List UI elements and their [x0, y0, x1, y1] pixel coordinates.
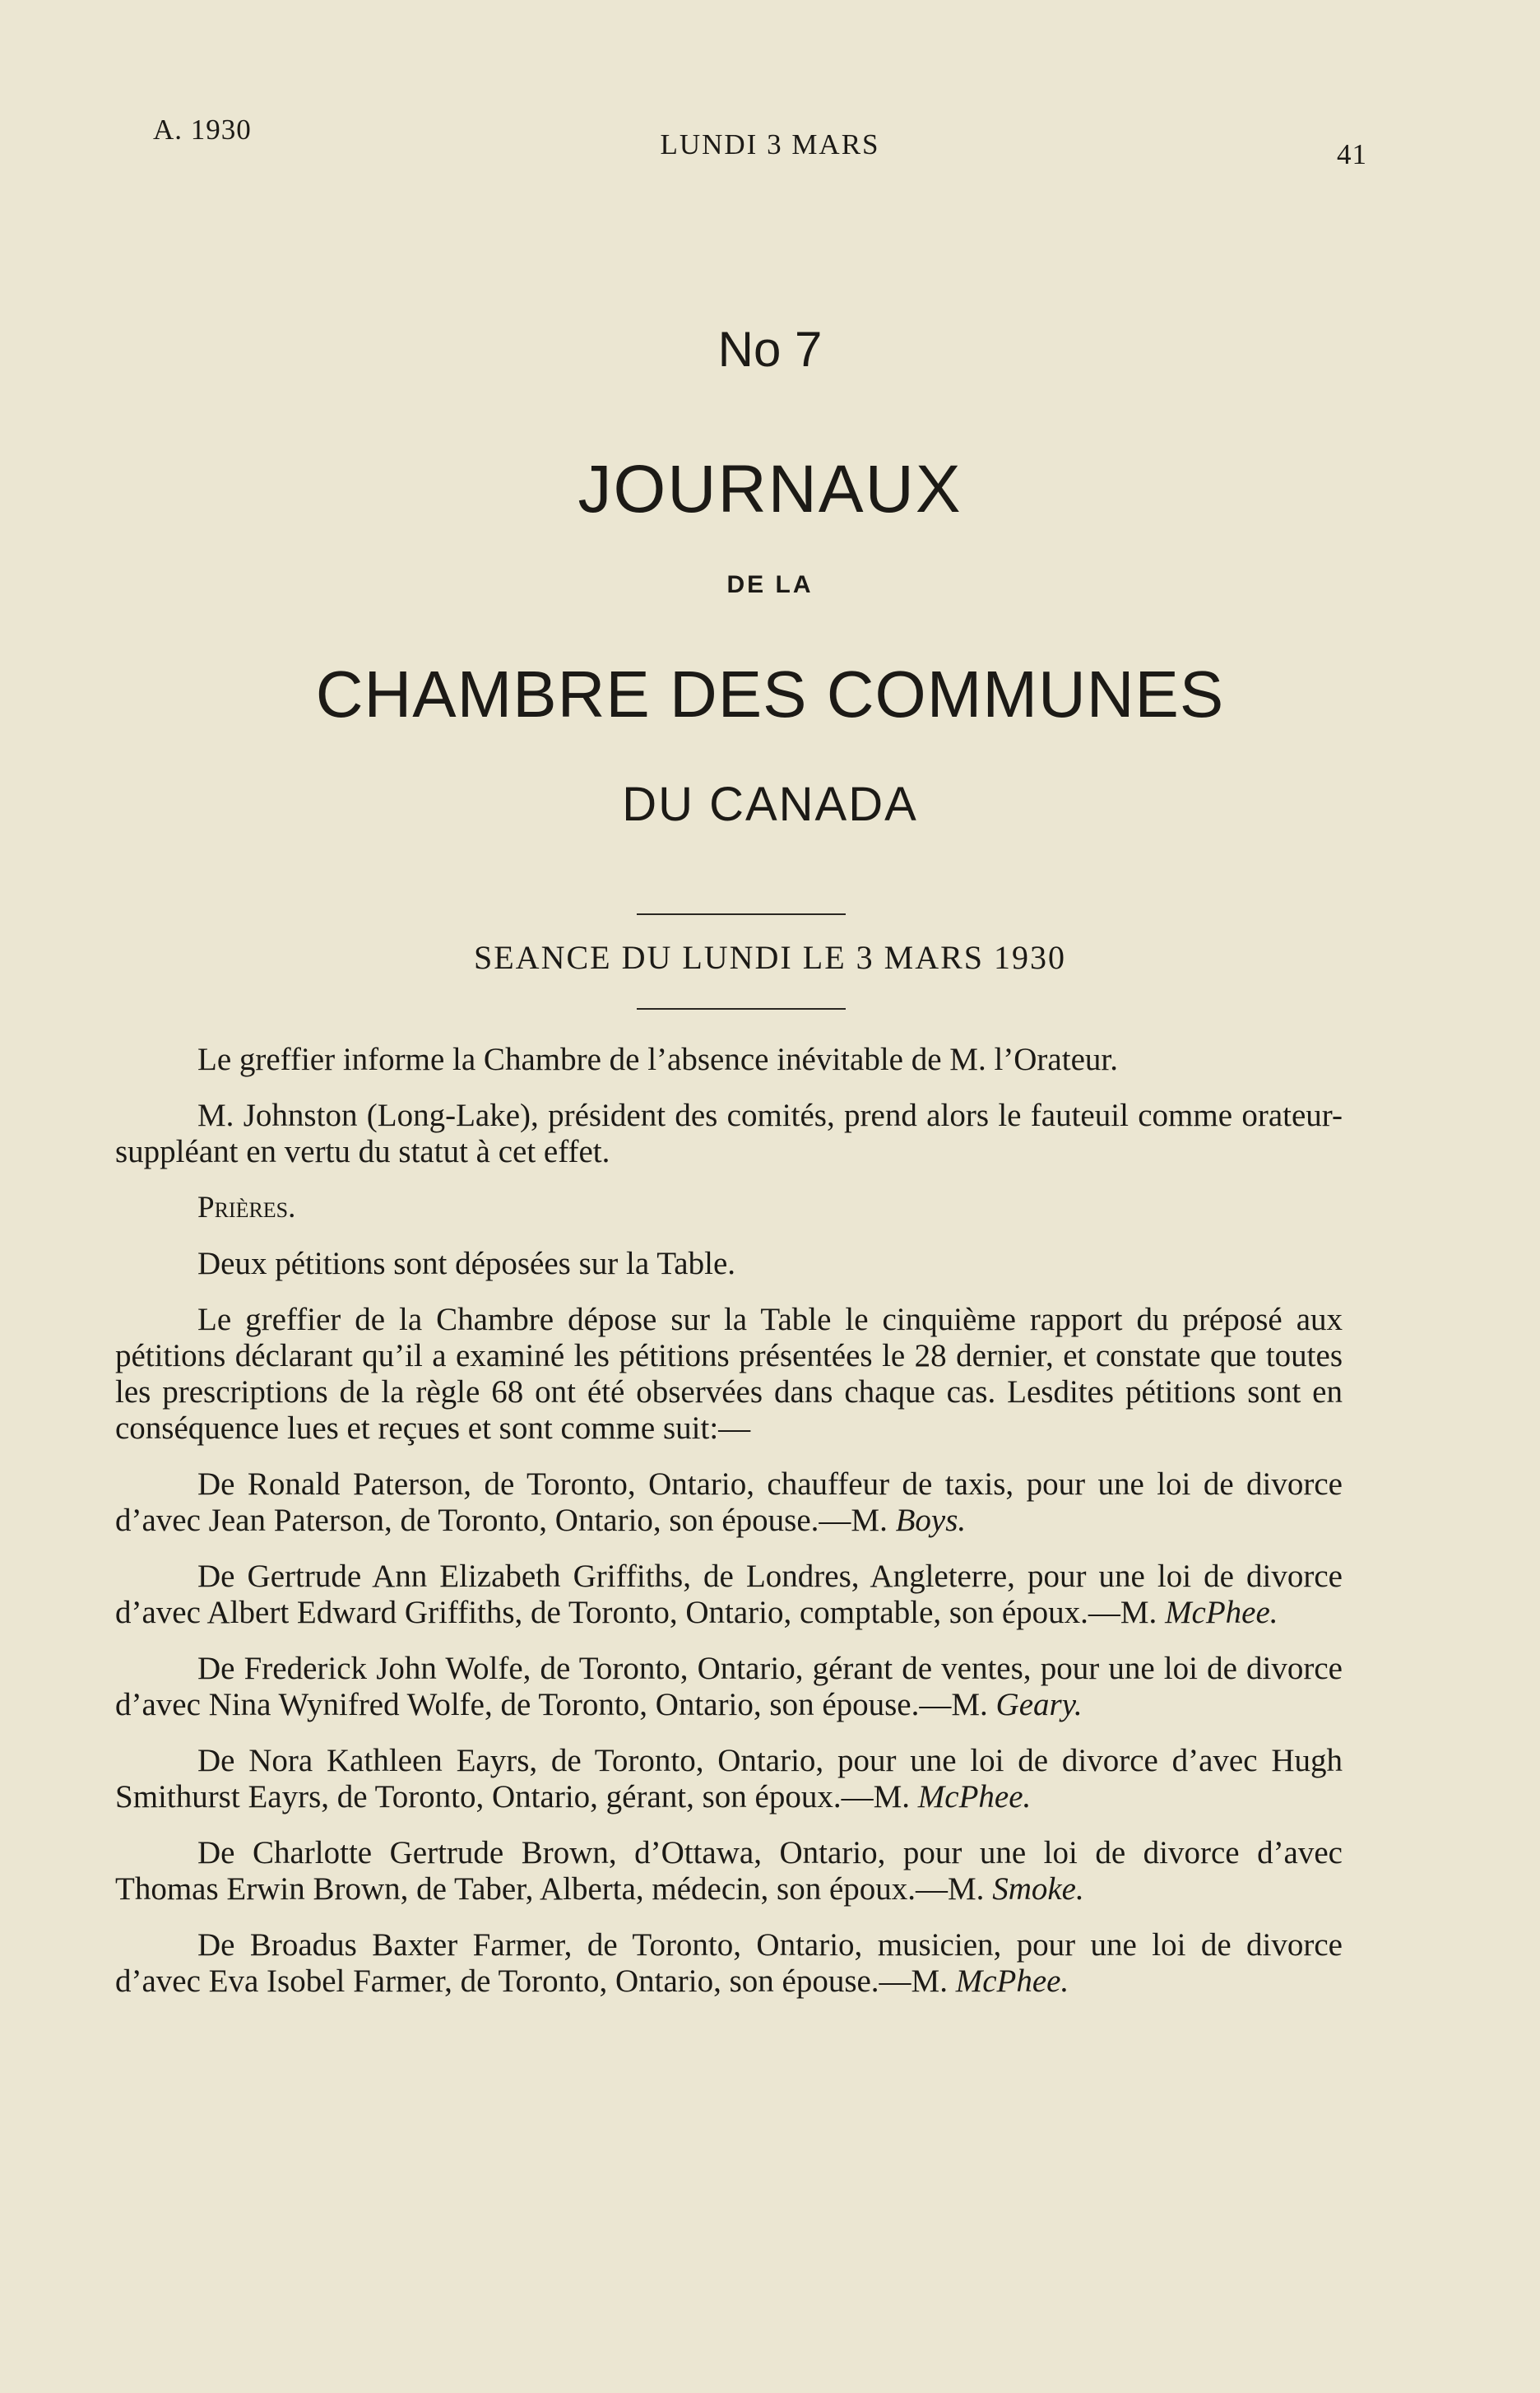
petition-member: McPhee.: [917, 1779, 1032, 1814]
petition-item: [115, 1559, 1343, 1631]
petition-text: De Broadus Baxter Farmer, de Toronto, Ontario, musicien, pour une loi de divorce d’avec Eva Isobel Farmer, de Toronto, Ontario, son épouse.—M.: [115, 1927, 1343, 1999]
paragraph-absence: Le greffier informe la Chambre de l’absence inévitable de M. l’Orateur.: [197, 1042, 1118, 1077]
petition-item: [115, 1743, 1343, 1815]
petition-member: Geary.: [995, 1687, 1083, 1722]
divider-top: [637, 913, 846, 915]
issue-number: No 7: [717, 322, 823, 377]
journal-body: [115, 1042, 1343, 2019]
header-year: A. 1930: [153, 114, 252, 146]
paragraph-prieres: Prières.: [197, 1191, 296, 1224]
petition-member: Boys.: [895, 1503, 967, 1538]
header-date: LUNDI 3 MARS: [660, 128, 880, 160]
petition-item: [115, 1651, 1343, 1723]
petition-item: [115, 1466, 1343, 1539]
journal-title: JOURNAUX: [578, 452, 962, 527]
petition-item: [115, 1835, 1343, 1907]
paragraph-johnston: M. Johnston (Long-Lake), président des comités, prend alors le fauteuil comme orateur-suppléant en vertu du statut à cet effet.: [115, 1098, 1343, 1169]
petition-member: McPhee.: [955, 1963, 1069, 1999]
session-heading: SEANCE DU LUNDI LE 3 MARS 1930: [474, 939, 1066, 976]
petition-text: De Frederick John Wolfe, de Toronto, Ontario, gérant de ventes, pour une loi de divorce d’avec Nina Wynifred Wolfe, de Toronto, Ontario, son épouse.—M.: [115, 1651, 1343, 1722]
petition-item: [115, 1927, 1343, 2000]
divider-bottom: [637, 1008, 846, 1010]
chamber-title: CHAMBRE DES COMMUNES: [315, 657, 1225, 731]
petition-text: De Ronald Paterson, de Toronto, Ontario, chauffeur de taxis, pour une loi de divorce d’avec Jean Paterson, de Toronto, Ontario, son épouse.—M.: [115, 1466, 1343, 1538]
petition-text: De Gertrude Ann Elizabeth Griffiths, de Londres, Angleterre, pour une loi de divorce d’avec Albert Edward Griffiths, de Toronto, Ontario, comptable, son époux.—M.: [115, 1559, 1343, 1630]
title-connector: DE LA: [726, 571, 814, 598]
petition-text: De Charlotte Gertrude Brown, d’Ottawa, Ontario, pour une loi de divorce d’avec Thomas Erwin Brown, de Taber, Alberta, médecin, son époux.—M.: [115, 1835, 1343, 1907]
petition-text: De Nora Kathleen Eayrs, de Toronto, Ontario, pour une loi de divorce d’avec Hugh Smithurst Eayrs, de Toronto, Ontario, gérant, son époux.—M.: [115, 1743, 1343, 1814]
petition-member: McPhee.: [1165, 1595, 1278, 1630]
page-number: 41: [1337, 138, 1367, 170]
paragraph-petitions-deposited: Deux pétitions sont déposées sur la Table.: [197, 1246, 736, 1281]
paragraph-rapport: Le greffier de la Chambre dépose sur la Table le cinquième rapport du préposé aux pétitions déclarant qu’il a examiné les pétitions présentées le 28 dernier, et constate que toutes les prescriptions de la règle 68 ont été observées dans chaque cas. Lesdites pétitions sont en conséquence lues et reçues et sont comme suit:—: [115, 1302, 1343, 1446]
country-title: DU CANADA: [622, 778, 918, 831]
petition-member: Smoke.: [992, 1871, 1084, 1907]
